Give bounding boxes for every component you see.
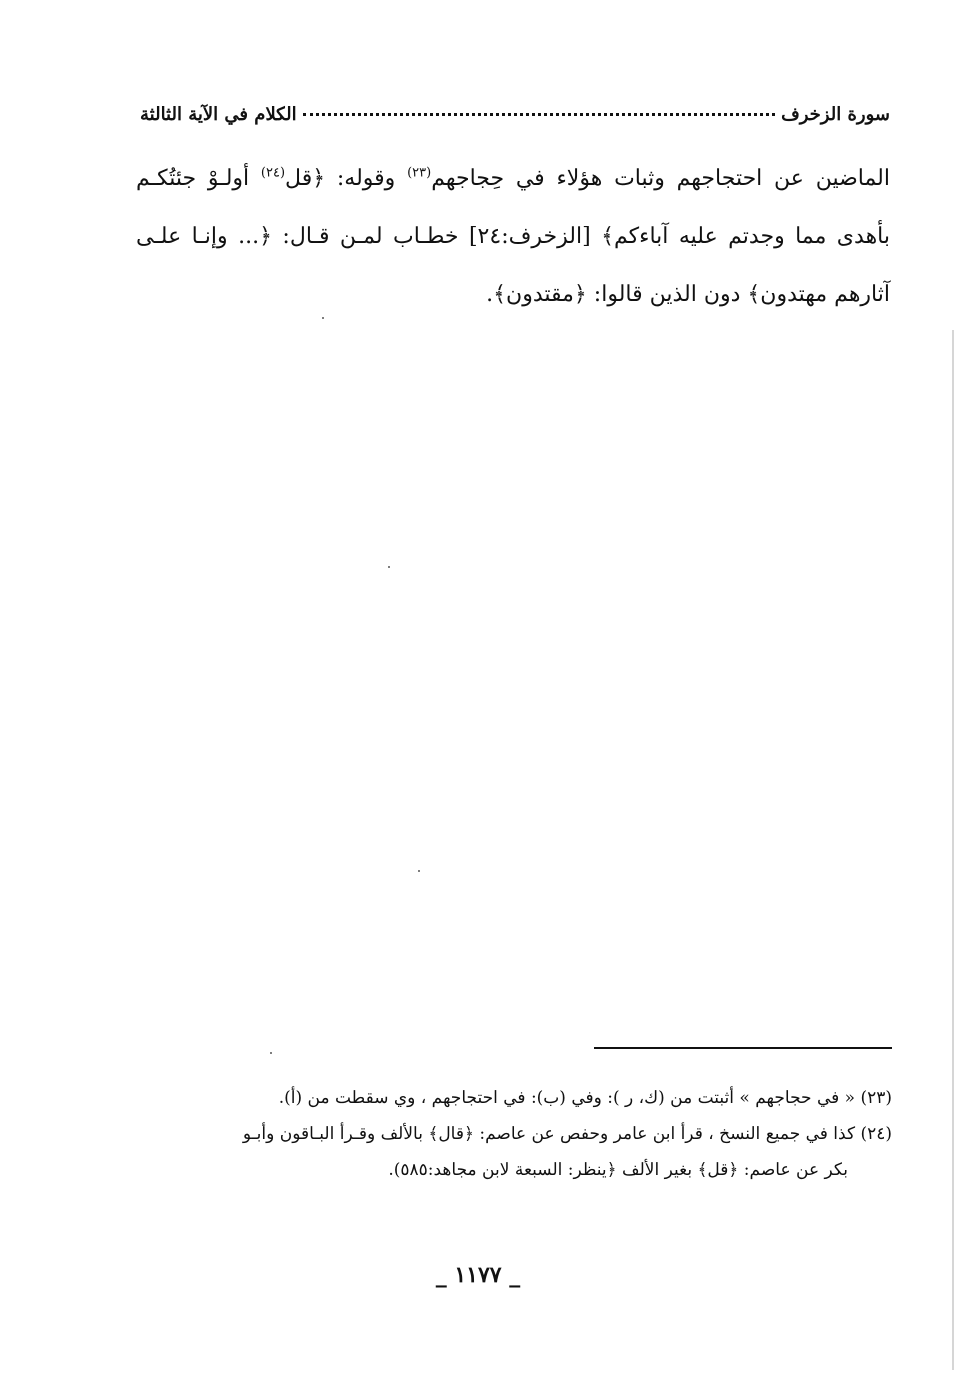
text-segment: الماضين عن احتجاجهم وثبات هؤلاء في حِجاجهم bbox=[431, 166, 890, 191]
scan-speck bbox=[270, 1052, 272, 1054]
scan-edge-line bbox=[952, 330, 954, 1370]
footnotes bbox=[140, 1080, 892, 1188]
scan-speck bbox=[322, 317, 324, 319]
scan-speck bbox=[418, 870, 420, 872]
text-segment: أولـوْ جئتُكـم بأهدى مما وجدتم عليه آباءكم﴾ [الزخرف:٢٤] خطـاب لمـن قـال: ﴿... وإنـا علـى آثارهم مهتدون﴾ دون الذين قالوا: ﴿مقتدون﴾. bbox=[136, 166, 891, 307]
footnote-24: (٢٤) كذا في جميع النسخ ، قرأ ابن عامر وحفص عن عاصم: ﴿قال﴾ بالألف وقـرأ البـاقون وأبـو bbox=[242, 1124, 892, 1144]
running-header bbox=[140, 104, 890, 134]
footnote-ref-23[interactable]: (٢٣) bbox=[407, 165, 432, 181]
footnote-separator bbox=[594, 1047, 892, 1049]
header-surah-title: سورة الزخرف bbox=[781, 104, 890, 125]
page-number: _ ١١٧٧ _ bbox=[435, 1262, 521, 1288]
header-dot-leader bbox=[303, 113, 775, 116]
text-segment: وقوله: ﴿قل bbox=[285, 166, 408, 191]
main-paragraph bbox=[136, 150, 890, 324]
footnote-24-continuation: بكر عن عاصم: ﴿قل﴾ بغير الألف ﴿ينظر: السبعة لابن مجاهد:٥٨٥). bbox=[388, 1160, 848, 1180]
main-text bbox=[136, 150, 890, 324]
footnote-ref-24[interactable]: (٢٤) bbox=[260, 165, 286, 181]
footnote-23: (٢٣) « في حجاجهم » أثبتت من (ك، ر ): وفي (ب): في احتجاجهم ، وي سقطت من (أ). bbox=[278, 1088, 892, 1108]
scan-speck bbox=[388, 566, 390, 568]
header-section-title: الكلام في الآية الثالثة bbox=[140, 104, 297, 125]
